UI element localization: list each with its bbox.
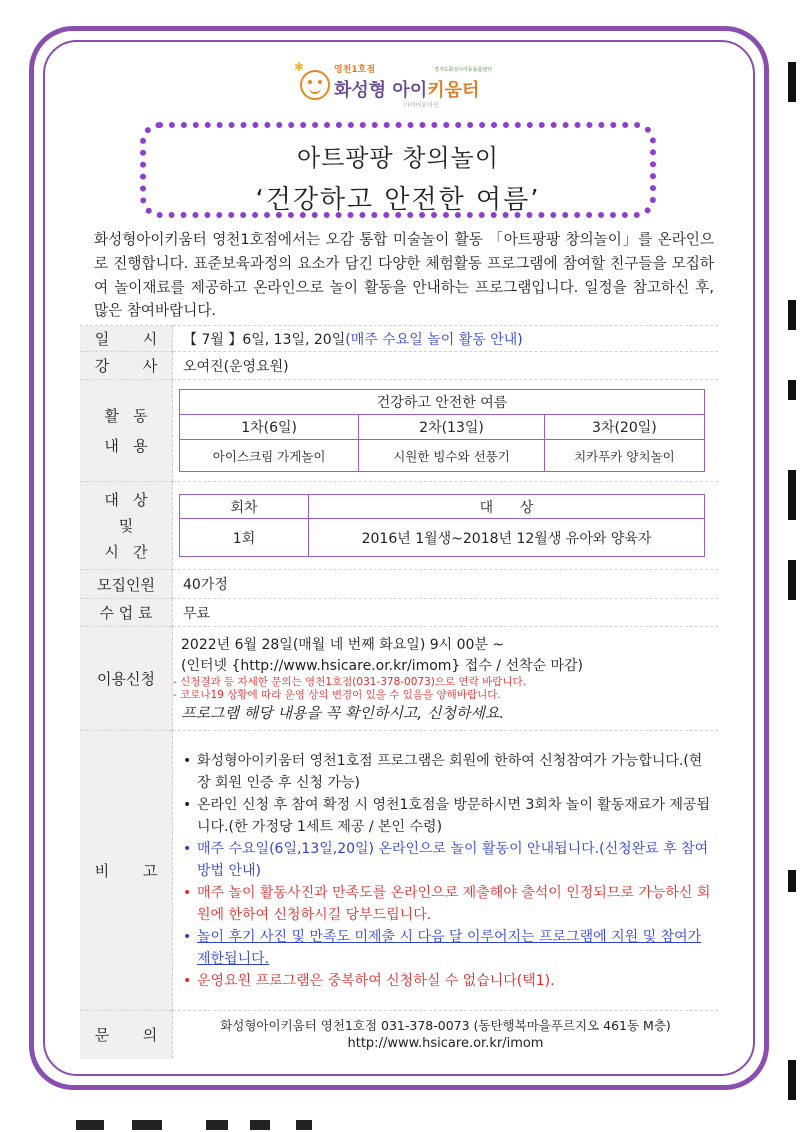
inquiry-line-1: 화성형아이키움터 영천1호점 031-378-0073 (동탄행복마을푸르지오 461동 M층) [220, 1017, 671, 1033]
apply-note-2: - 코로나19 상황에 따라 운영 상의 변경이 있을 수 있음을 양해바랍니다. [173, 688, 501, 701]
activity-table [179, 389, 705, 472]
info-table [80, 325, 718, 1059]
capacity-label: 모집인원 [80, 570, 173, 599]
target-col-desc: 대 상 [309, 495, 705, 519]
logo [294, 58, 520, 110]
smiley-face-icon [300, 70, 330, 100]
session-1-head: 1차(6일) [180, 415, 359, 440]
target-desc: 2016년 1월생~2018년 12월생 유아와 양육자 [309, 519, 705, 557]
instructor-label: 강 사 [80, 352, 173, 380]
inquiry-link[interactable]: http://www.hsicare.or.kr/imom [347, 1035, 544, 1051]
apply-note-1: - 신청결과 등 자세한 문의는 영천1호점(031-378-0073)으로 연락 바랍니다. [173, 675, 527, 688]
apply-emphasis: 프로그램 해당 내용을 꼭 확인하시고, 신청하세요. [181, 703, 505, 722]
intro-paragraph: 화성형아이키움터 영천1호점에서는 오감 통합 미술놀이 활동 「아트팡팡 창의놀이」를 온라인으로 진행합니다. 표준보육과정의 요소가 담긴 다양한 체험활동 프로그램에 참여할 친구들을 모집하여 놀이재료를 제공하고 온라인으로 놀이 활동을 안내하는 프로그램입니다. 일정을 참고하신 후, 많은 참여바랍니다. [94, 231, 714, 320]
apply-line-2: (인터넷 {http://www.hsicare.or.kr/imom} 접수 / 선착순 마감) [181, 657, 583, 674]
title-box [140, 122, 656, 218]
target-col-round: 회차 [180, 495, 309, 519]
fee-value: 무료 [173, 599, 719, 627]
logo-tagline: 아이어요마인 [404, 102, 439, 109]
date-label: 일 시 [80, 326, 173, 352]
fee-label: 수 업 료 [80, 599, 173, 627]
session-3-head: 3차(20일) [544, 415, 704, 440]
session-2-content: 시원한 빙수와 선풍기 [359, 440, 545, 472]
bottom-edge-marks [0, 1112, 800, 1132]
remark-item: • 운영요원 프로그램은 중복하여 신청하실 수 없습니다(택1). [173, 970, 718, 992]
page-edge-marks [782, 0, 800, 1132]
capacity-value: 40가정 [173, 570, 719, 599]
session-1-content: 아이스크림 가게놀이 [180, 440, 359, 472]
target-label: 대 상 및 시 간 [80, 482, 173, 570]
target-table [179, 494, 705, 557]
activity-theme: 건강하고 안전한 여름 [180, 390, 705, 415]
remark-item: • 매주 놀이 활동사진과 만족도를 온라인으로 제출해야 출석이 인정되므로 가능하신 회원에 한하여 신청하시길 당부드립니다. [173, 882, 718, 926]
remark-item: • 화성형아이키움터 영천1호점 프로그램은 회원에 한하여 신청참여가 가능합니다.(현장 회원 인증 후 신청 가능) [173, 750, 718, 794]
remarks-label: 비 고 [80, 731, 173, 1011]
activity-label: 활 동 내 용 [80, 380, 173, 482]
title-line-1: 아트팡팡 창의놀이 [296, 144, 500, 172]
logo-branch: 영천1호점 [334, 65, 376, 75]
remark-item: • 온라인 신청 후 참여 확정 시 영천1호점을 방문하시면 3회차 놀이 활동재료가 제공됩니다.(한 가정당 1세트 제공 / 본인 수령) [173, 794, 718, 838]
date-value: 【 7월 】6일, 13일, 20일(매주 수요일 놀이 활동 안내) [173, 326, 719, 352]
session-2-head: 2차(13일) [359, 415, 545, 440]
remarks-list [173, 750, 718, 992]
apply-label: 이용신청 [80, 627, 173, 731]
target-round: 1회 [180, 519, 309, 557]
instructor-value: 오여진(운영요원) [173, 352, 719, 380]
logo-name: 화성형 아이키움터 [334, 80, 480, 101]
remark-item: • 놀이 후기 사진 및 만족도 미제출 시 다음 달 이루어지는 프로그램에 지원 및 참여가 제한됩니다. [173, 926, 718, 970]
inquiry-label: 문 의 [80, 1011, 173, 1059]
logo-partner: 경기도화성시아동돌봄센터 [434, 67, 492, 73]
apply-line-1: 2022년 6월 28일(매월 네 번째 화요일) 9시 00분 ~ [181, 636, 505, 653]
sun-icon: ✱ [294, 60, 305, 74]
remark-item: • 매주 수요일(6일,13일,20일) 온라인으로 놀이 활동이 안내됩니다.(신청완료 후 참여방법 안내) [173, 838, 718, 882]
title-line-2: ‘건강하고 안전한 여름’ [255, 185, 541, 215]
session-3-content: 치카푸카 양치놀이 [544, 440, 704, 472]
